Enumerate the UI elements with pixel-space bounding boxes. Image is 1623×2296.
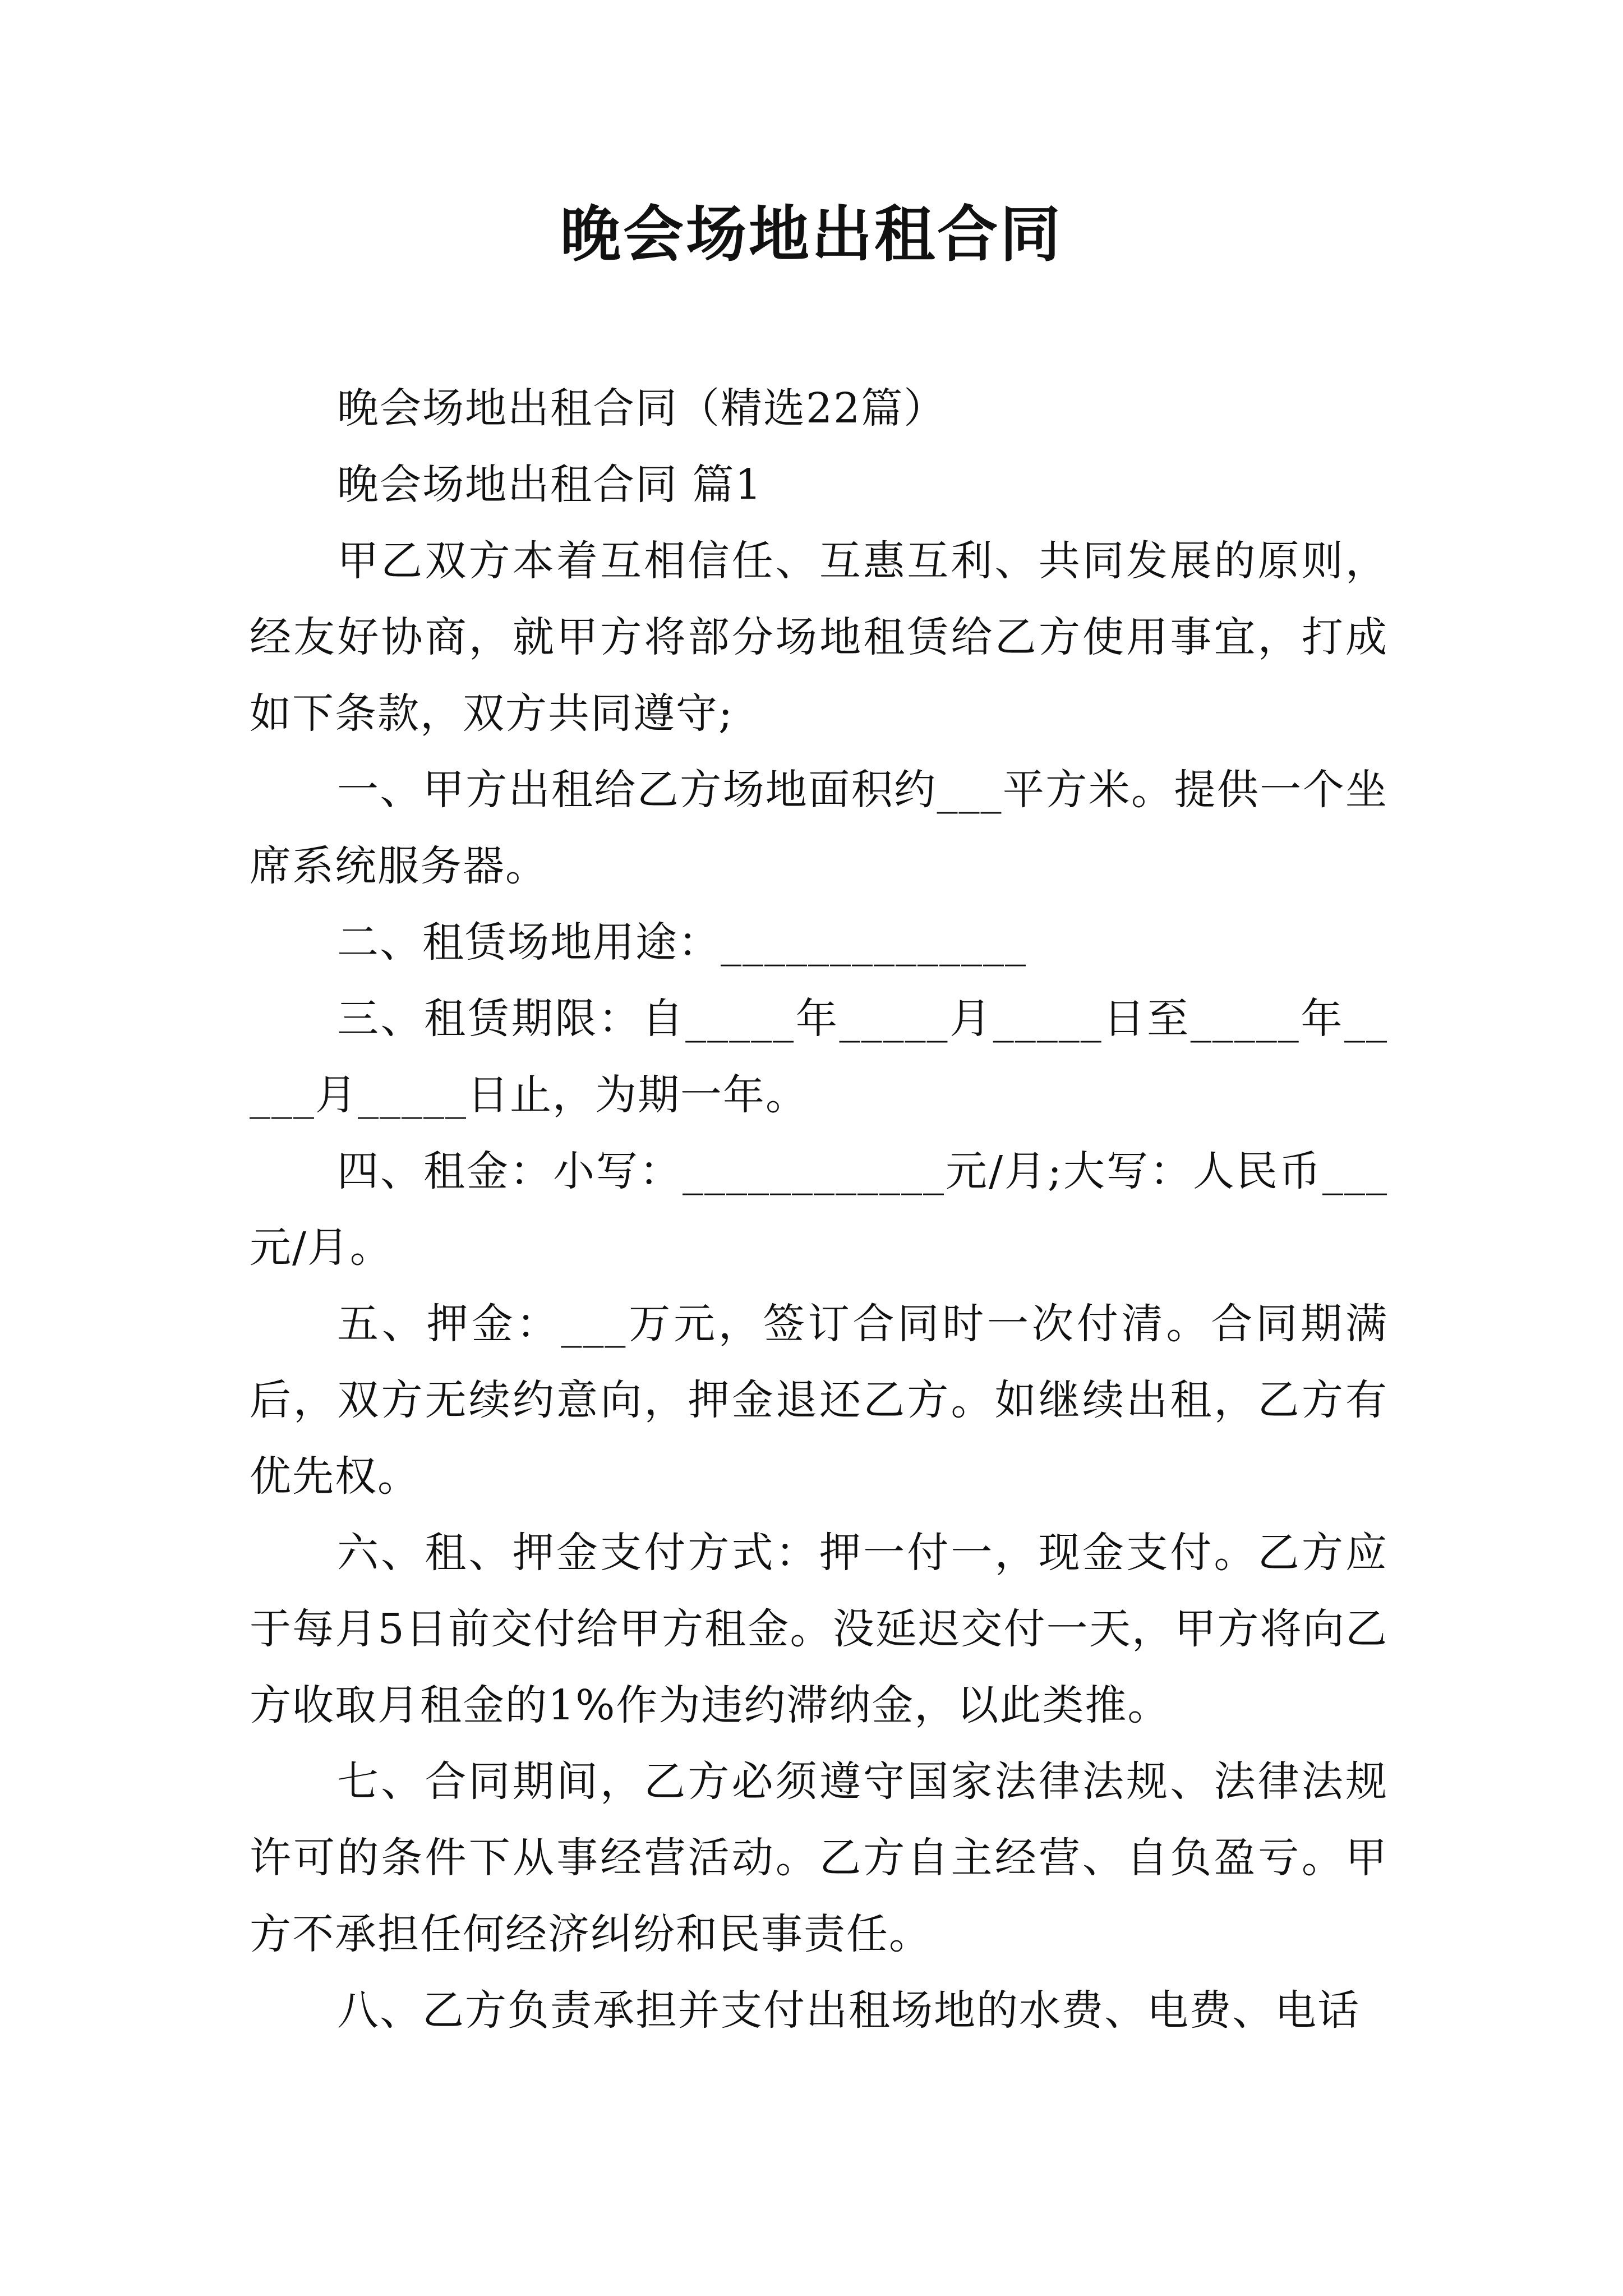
paragraph-section-heading: 晚会场地出租合同 篇1 (337, 461, 763, 509)
paragraph-clause-6: 六、租、押金支付方式：押一付一，现金支付。乙方应于每月5日前交付给甲方租金。没延迟交付一天，甲方将向乙方收取月租金的1%作为违约滞纳金，以此类推。 (250, 1529, 1388, 1729)
paragraph-clause-3: 三、租赁期限：自_____年_____月_____日至_____年_____月_____日止，为期一年。 (250, 995, 1388, 1119)
document-body (250, 370, 1388, 2049)
paragraph-collection-title: 晚会场地出租合同（精选22篇） (337, 384, 947, 432)
paragraph-clause-7: 七、合同期间，乙方必须遵守国家法律法规、法律法规许可的条件下从事经营活动。乙方自主经营、自负盈亏。甲方不承担任何经济纠纷和民事责任。 (250, 1757, 1388, 1958)
paragraph-clause-8: 八、乙方负责承担并支付出租场地的水费、电费、电话 (337, 1986, 1360, 2035)
paragraph-preamble: 甲乙双方本着互相信任、互惠互利、共同发展的原则，经友好协商，就甲方将部分场地租赁给乙方使用事宜，打成如下条款，双方共同遵守; (250, 537, 1388, 738)
paragraph-clause-2: 二、租赁场地用途：______________ (337, 918, 1027, 967)
paragraph-clause-4: 四、租金：小写：____________元/月;大写：人民币___元/月。 (250, 1147, 1388, 1272)
document-title: 晚会场地出租合同 (560, 199, 1063, 270)
paragraph-clause-1: 一、甲方出租给乙方场地面积约___平方米。提供一个坐席系统服务器。 (250, 766, 1388, 890)
paragraph-clause-5: 五、押金：___万元，签订合同时一次付清。合同期满后，双方无续约意向，押金退还乙方。如继续出租，乙方有优先权。 (250, 1300, 1388, 1501)
